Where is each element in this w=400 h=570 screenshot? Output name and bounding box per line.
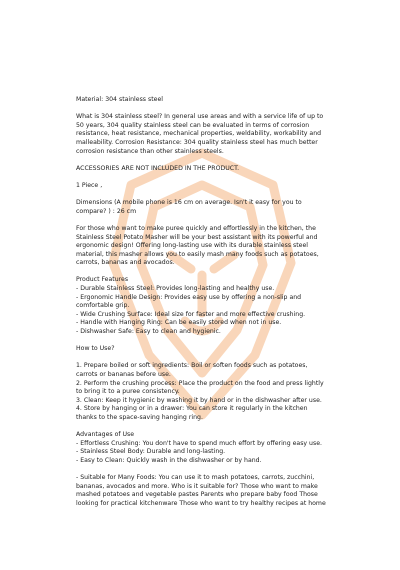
list-item: - Effortless Crushing: You don't have to spend much effort by offering easy use. bbox=[76, 439, 322, 447]
list-item: - Ergonomic Handle Design: Provides easy use by offering a non-slip and comfortable grip. bbox=[76, 293, 302, 310]
list-item: - Easy to Clean: Quickly wash in the dishwasher or by hand. bbox=[76, 456, 262, 464]
list-item: 3. Clean: Keep it hygienic by washing it by hand or in the dishwasher after use. bbox=[76, 396, 322, 404]
what-is-paragraph: What is 304 stainless steel? In general use areas and with a service life of up to 50 years, 304 quality stainless steel can be evaluated in terms of corrosion resistance, heat resistance, mechanical properties, weldability, workability and malleability. Corrosion Resistance: 304 quality stainless steel has much better corrosion resistance than other stainless steels. bbox=[76, 113, 324, 155]
advantages-list bbox=[76, 440, 326, 466]
suitable-paragraph: - Suitable for Many Foods: You can use it to mash potatoes, carrots, zucchini, bananas, avocados and more. Who is it suitable for? Those who want to make mashed potatoes and vegetable pastes Parents who prepare baby food Those looking for practical kitchenware Those who want to try healthy recipes at home bbox=[76, 474, 326, 507]
list-item: - Dishwasher Safe: Easy to clean and hygienic. bbox=[76, 328, 221, 336]
steps-list bbox=[76, 362, 326, 422]
list-item: - Durable Stainless Steel: Provides long-lasting and healthy use. bbox=[76, 285, 275, 293]
accessories-note: ACCESSORIES ARE NOT INCLUDED IN THE PRODUCT. bbox=[76, 164, 240, 172]
piece-count: 1 Piece , bbox=[76, 181, 103, 189]
features-title: Product Features bbox=[76, 276, 129, 284]
features-list bbox=[76, 285, 326, 337]
list-item: 1. Prepare boiled or soft ingredients: Boil or soften foods such as potatoes, carrots or bananas before use. bbox=[76, 362, 308, 378]
list-item: - Handle with Hanging Ring: Can be easily stored when not in use. bbox=[76, 319, 282, 327]
list-item: 2. Perform the crushing process: Place the product on the food and press lightly to bring it to a puree consistency. bbox=[76, 379, 324, 396]
material-line: Material: 304 stainless steel bbox=[76, 96, 163, 103]
dimensions-line: Dimensions (A mobile phone is 16 cm on average. Isn't it easy for you to compare? ) : 26 cm bbox=[76, 199, 302, 215]
features-section bbox=[76, 276, 326, 336]
product-description bbox=[76, 96, 326, 517]
advantages-title: Advantages of Use bbox=[76, 431, 135, 439]
intro-paragraph: For those who want to make puree quickly and effortlessly in the kitchen, the Stainless Steel Potato Masher will be your best assistant with its powerful and ergonomic design! Offering long-lasting use with its durable stainless steel material, this masher allows you to easily mash many foods such as potatoes, carrots, bananas and avocados. bbox=[76, 224, 319, 267]
list-item: 4. Store by hanging or in a drawer: You can store it regularly in the kitchen thanks to the space-saving hanging ring. bbox=[76, 405, 308, 421]
list-item: - Wide Crushing Surface: Ideal size for faster and more effective crushing. bbox=[76, 310, 306, 318]
how-to-use-title: How to Use? bbox=[76, 345, 115, 353]
list-item: - Stainless Steel Body: Durable and long-lasting. bbox=[76, 448, 226, 456]
